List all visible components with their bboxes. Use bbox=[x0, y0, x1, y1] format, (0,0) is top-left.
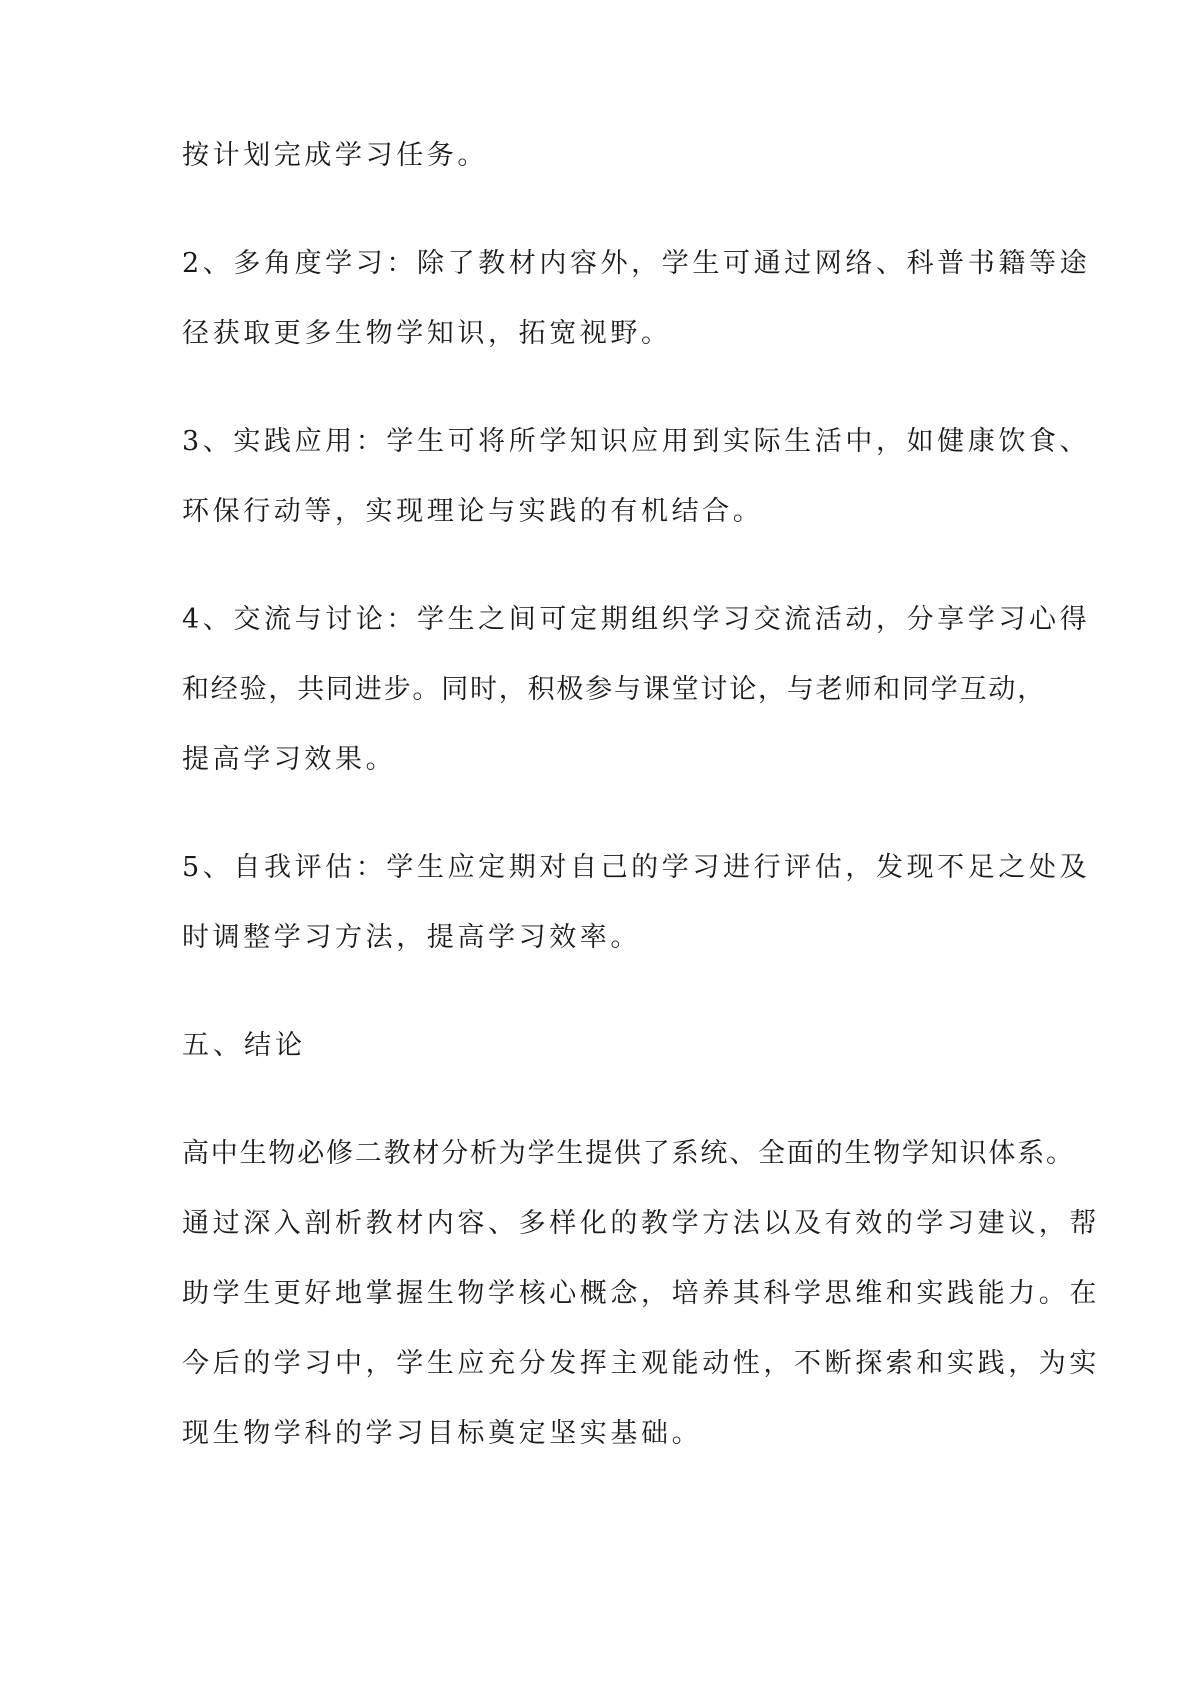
paragraph-line: 4、交流与讨论：学生之间可定期组织学习交流活动，分享学习心得 bbox=[182, 604, 1091, 635]
paragraph-line: 今后的学习中，学生应充分发挥主观能动性，不断探索和实践，为实 bbox=[182, 1348, 1100, 1379]
paragraph-line: 通过深入剖析教材内容、多样化的教学方法以及有效的学习建议，帮 bbox=[182, 1208, 1100, 1239]
paragraph-line: 现生物学科的学习目标奠定坚实基础。 bbox=[182, 1418, 703, 1449]
section-heading: 五、结论 bbox=[182, 1030, 306, 1061]
paragraph-line: 3、实践应用：学生可将所学知识应用到实际生活中，如健康饮食、 bbox=[182, 426, 1091, 457]
paragraph-line: 按计划完成学习任务。 bbox=[182, 140, 488, 171]
paragraph-line: 2、多角度学习：除了教材内容外，学生可通过网络、科普书籍等途 bbox=[182, 248, 1091, 279]
paragraph-line: 时调整学习方法，提高学习效率。 bbox=[182, 922, 641, 953]
paragraph-line: 5、自我评估：学生应定期对自己的学习进行评估，发现不足之处及 bbox=[182, 852, 1091, 883]
paragraph-line: 助学生更好地掌握生物学核心概念，培养其科学思维和实践能力。在 bbox=[182, 1278, 1100, 1309]
paragraph-line: 环保行动等，实现理论与实践的有机结合。 bbox=[182, 496, 764, 527]
paragraph-line: 提高学习效果。 bbox=[182, 744, 397, 775]
paragraph-line: 和经验，共同进步。同时，积极参与课堂讨论，与老师和同学互动， bbox=[182, 674, 1046, 705]
paragraph-line: 高中生物必修二教材分析为学生提供了系统、全面的生物学知识体系。 bbox=[182, 1138, 1075, 1169]
paragraph-line: 径获取更多生物学知识，拓宽视野。 bbox=[182, 318, 672, 349]
